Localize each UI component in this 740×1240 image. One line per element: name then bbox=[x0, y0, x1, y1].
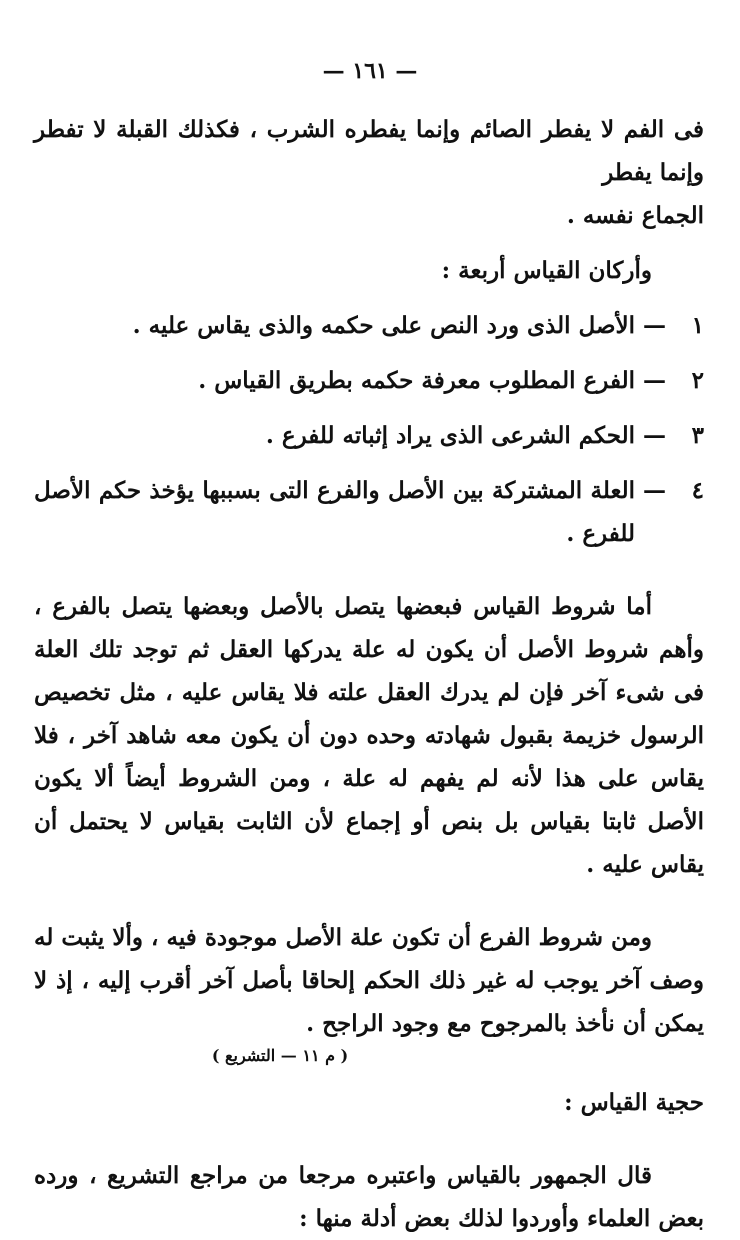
page-number: — ١٦١ — bbox=[322, 58, 418, 84]
list-dash: — bbox=[643, 422, 666, 449]
list-item bbox=[34, 359, 704, 402]
list-item-text: الأصل الذى ورد النص على حكمه والذى يقاس عليه . bbox=[132, 312, 635, 339]
list-item-number: ٢ bbox=[691, 367, 704, 394]
branch-conditions-paragraph: ومن شروط الفرع أن تكون علة الأصل موجودة فيه ، وألا يثبت له وصف آخر يوجب له غير ذلك الحكم إلحاقا بأصل آخر أقرب إليه ، إذ لا يمكن أن نأخذ بالمرجوح مع وجود الراجح . bbox=[34, 924, 704, 1037]
intro-line-2: الجماع نفسه . bbox=[566, 202, 704, 229]
list-item bbox=[34, 469, 704, 555]
list-item-text: الحكم الشرعى الذى يراد إثباته للفرع . bbox=[265, 422, 635, 449]
list-dash: — bbox=[643, 367, 666, 394]
list-item-number: ٣ bbox=[691, 422, 704, 449]
list-item bbox=[34, 304, 704, 347]
list-dash: — bbox=[643, 477, 666, 504]
list-dash: — bbox=[643, 312, 666, 339]
intro-line-1: فى الفم لا يفطر الصائم وإنما يفطره الشرب ، فكذلك القبلة لا تفطر وإنما يفطر bbox=[34, 116, 704, 186]
list-item-number: ٤ bbox=[691, 477, 704, 504]
conditions-paragraph: أما شروط القياس فبعضها يتصل بالأصل وبعضها يتصل بالفرع ، وأهم شروط الأصل أن يكون له علة يدركها العقل ثم توجد تلك العلة فى شىء آخر فإن لم يدرك العقل علته فلا يقاس عليه ، مثل تخصيص الرسول خزيمة بقبول شهادته وحده دون أن يكون معه شاهد آخر ، فلا يقاس على هذا لأنه لم يفهم له علة ، ومن الشروط أيضاً ألا يكون الأصل ثابتا بقياس بل بنص أو إجماع لأن الثابت بقياس لا يحتمل أن يقاس عليه . bbox=[34, 593, 704, 878]
list-item-text: العلة المشتركة بين الأصل والفرع التى بسببها يؤخذ حكم الأصل للفرع . bbox=[34, 477, 635, 547]
body-text bbox=[34, 108, 704, 1240]
list-item-text: الفرع المطلوب معرفة حكمه بطريق القياس . bbox=[198, 367, 635, 394]
page-footer: ( م ١١ — التشريع ) bbox=[211, 1046, 349, 1065]
list-item-number: ١ bbox=[691, 312, 704, 339]
final-paragraph: قال الجمهور بالقياس واعتبره مرجعا من مراجع التشريع ، ورده بعض العلماء وأوردوا لذلك بعض أدلة منها : bbox=[34, 1162, 704, 1232]
list-item bbox=[34, 414, 704, 457]
section-heading: حجية القياس : bbox=[564, 1089, 704, 1116]
pillars-heading: وأركان القياس أربعة : bbox=[441, 257, 652, 284]
